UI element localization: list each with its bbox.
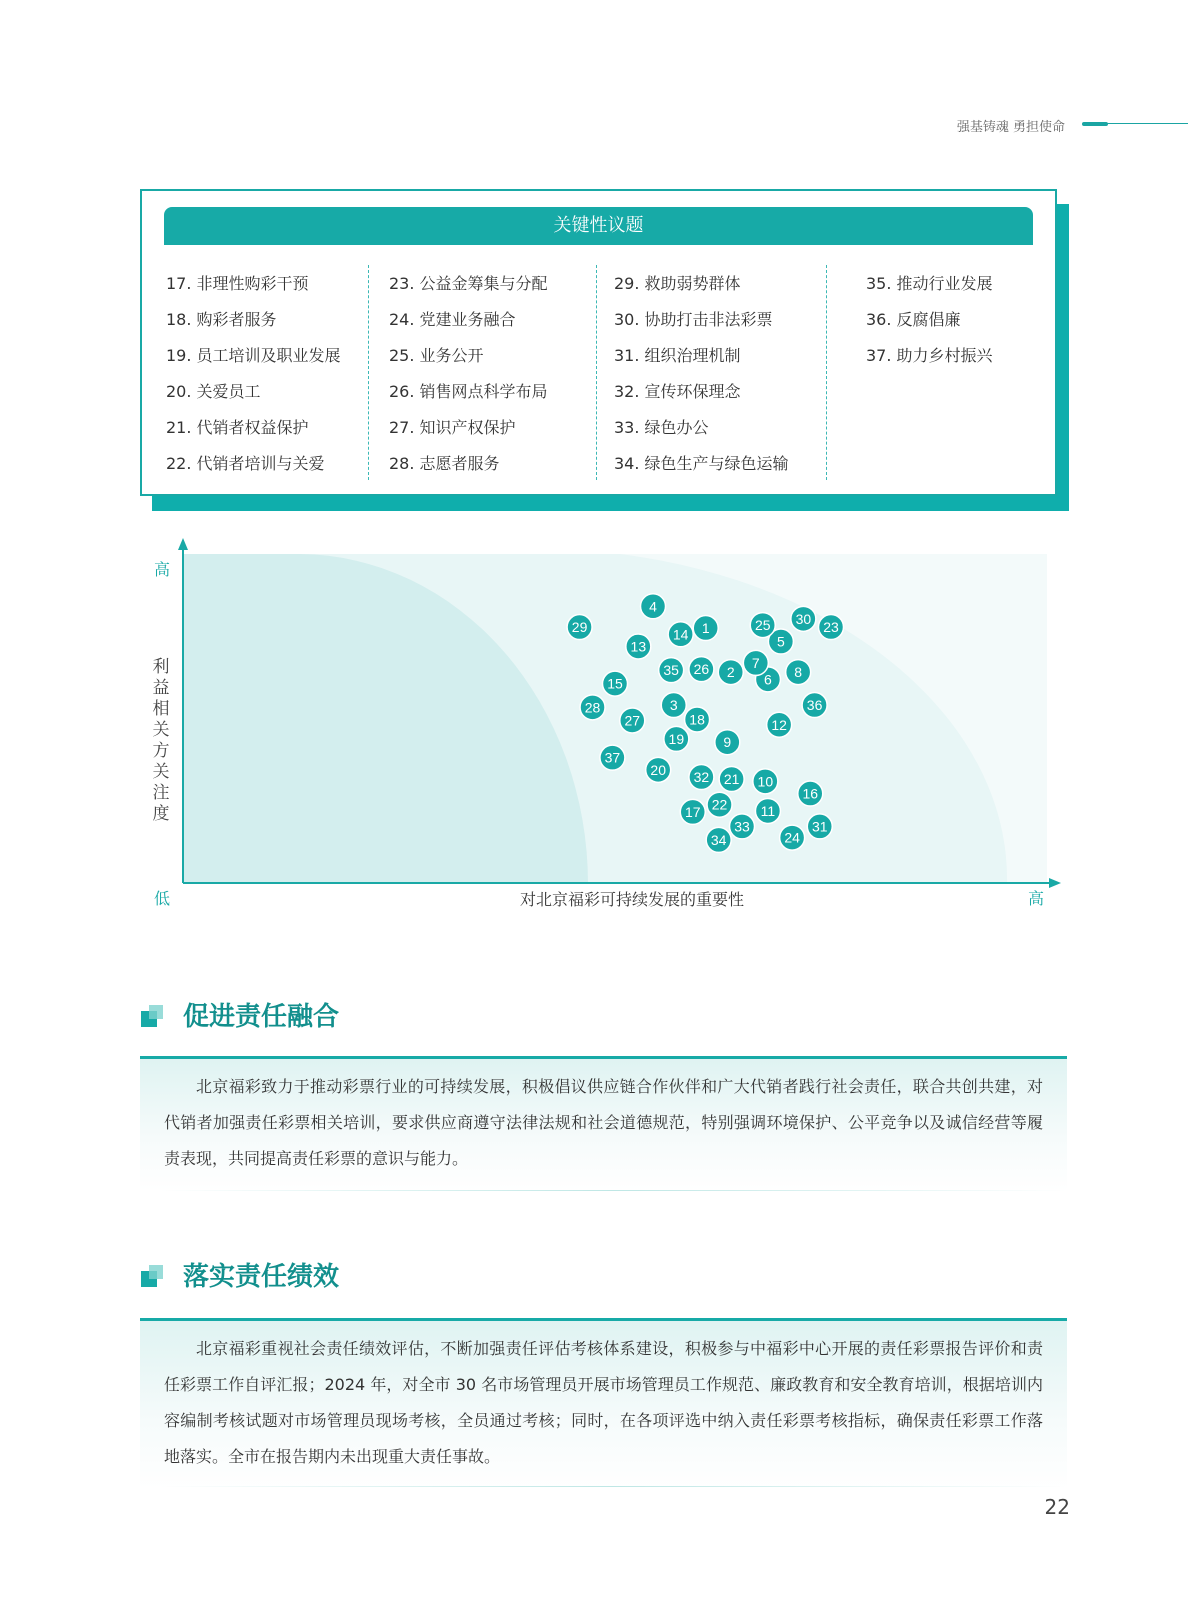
topic-item: 18. 购彩者服务: [166, 310, 277, 329]
section-title: 促进责任融合: [183, 1002, 340, 1032]
header-tagline: 强基铸魂 勇担使命: [956, 120, 1065, 135]
section-square-icon: [141, 1005, 163, 1027]
topic-point-label: 17: [684, 803, 701, 820]
page-number: 22: [1044, 1495, 1070, 1519]
topic-point-label: 36: [806, 697, 823, 714]
topic-point-label: 3: [669, 697, 678, 714]
topic-point-label: 33: [734, 818, 750, 835]
topic-point-label: 16: [802, 785, 819, 802]
topic-item: 24. 党建业务融合: [389, 310, 516, 329]
topic-item: 37. 助力乡村振兴: [866, 346, 993, 365]
topic-item: 26. 销售网点科学布局: [389, 382, 548, 401]
topic-point-label: 19: [668, 730, 685, 747]
topic-item: 35. 推动行业发展: [866, 274, 993, 293]
y-axis-high-label: 高: [154, 560, 171, 579]
section-body-box: [140, 1056, 1067, 1191]
topic-point-label: 14: [672, 626, 689, 643]
topic-point-label: 11: [760, 802, 776, 819]
topic-point-label: 26: [693, 661, 710, 678]
topic-item: 19. 员工培训及职业发展: [166, 346, 341, 365]
topic-point-label: 1: [701, 620, 710, 637]
topic-item: 17. 非理性购彩干预: [166, 274, 309, 293]
topic-point-label: 29: [571, 619, 588, 636]
topic-point-label: 9: [723, 734, 732, 751]
topic-point-label: 15: [607, 675, 623, 692]
topic-point-label: 8: [794, 664, 803, 681]
topic-item: 32. 宣传环保理念: [614, 382, 741, 401]
topic-point-label: 6: [764, 671, 772, 688]
topic-point-label: 21: [723, 771, 740, 788]
section-body-text: 北京福彩重视社会责任绩效评估，不断加强责任评估考核体系建设，积极参与中福彩中心开展的责任彩票报告评价和责任彩票工作自评汇报；2024 年，对全市 30 名市场管理员开展市场管理员工作规范、廉政教育和安全教育培训，根据培训内容编制考核试题对市场管理员现场考核，全员通过考核；同时，在各项评选中纳入责任彩票考核指标，确保责任彩票工作落地落实。全市在报告期内未出现重大责任事故。: [164, 1339, 1043, 1466]
section-body-box: [140, 1318, 1067, 1489]
topic-point-label: 27: [624, 712, 641, 729]
y-axis-arrow: [178, 538, 188, 550]
topic-point-label: 25: [754, 617, 771, 634]
section-square-icon: [141, 1265, 163, 1287]
x-axis-arrow: [1049, 878, 1061, 888]
topic-point-label: 31: [811, 818, 828, 835]
topic-point-label: 5: [776, 633, 785, 650]
topic-item: 23. 公益金筹集与分配: [389, 274, 548, 293]
topic-point-label: 22: [711, 796, 728, 813]
topic-point-label: 20: [650, 761, 666, 778]
topic-point-label: 28: [584, 699, 601, 716]
topic-item: 34. 绿色生产与绿色运输: [614, 454, 789, 473]
topic-point-label: 4: [649, 598, 657, 615]
topic-item: 36. 反腐倡廉: [866, 310, 961, 329]
topic-item: 27. 知识产权保护: [389, 418, 516, 437]
topic-point-label: 35: [663, 662, 679, 679]
topic-item: 25. 业务公开: [389, 346, 484, 365]
x-axis-high-label: 高: [1028, 889, 1045, 908]
y-axis-title: 利 益 相 关 方 关 注 度: [152, 657, 170, 824]
topic-point-label: 12: [771, 716, 787, 733]
topic-item: 31. 组织治理机制: [614, 346, 741, 365]
topic-point-label: 18: [689, 711, 705, 728]
section-bottom-rule: [160, 1486, 1067, 1487]
topic-point-label: 7: [751, 654, 760, 671]
topic-point-label: 23: [823, 619, 839, 636]
topic-item: 21. 代销者权益保护: [166, 418, 309, 437]
topic-point-label: 10: [757, 773, 774, 790]
topic-point-label: 34: [710, 831, 727, 848]
topic-point-label: 2: [726, 664, 735, 681]
topic-item: 30. 协助打击非法彩票: [614, 310, 773, 329]
topic-point-label: 32: [693, 769, 710, 786]
topic-point-label: 13: [630, 638, 647, 655]
section-body-text: 北京福彩致力于推动彩票行业的可持续发展，积极倡议供应链合作伙伴和广大代销者践行社会责任，联合共创共建，对代销者加强责任彩票相关培训，要求供应商遵守法律法规和社会道德规范，特别强调环境保护、公平竞争以及诚信经营等履责表现，共同提高责任彩票的意识与能力。: [164, 1077, 1043, 1168]
topics-title: 关键性议题: [164, 207, 1033, 245]
topic-point-label: 30: [795, 610, 812, 627]
topic-item: 33. 绿色办公: [614, 418, 709, 437]
section-bottom-rule: [160, 1190, 1067, 1191]
topic-point-label: 37: [604, 749, 621, 766]
section-title: 落实责任绩效: [183, 1262, 340, 1292]
topic-item: 29. 救助弱势群体: [614, 274, 741, 293]
topic-point-label: 24: [784, 829, 800, 846]
topic-item: 20. 关爱员工: [166, 382, 261, 401]
topic-item: 22. 代销者培训与关爱: [166, 454, 325, 473]
topic-item: 28. 志愿者服务: [389, 454, 500, 473]
x-axis-low-label: 低: [154, 889, 171, 908]
x-axis-title: 对北京福彩可持续发展的重要性: [520, 890, 745, 909]
